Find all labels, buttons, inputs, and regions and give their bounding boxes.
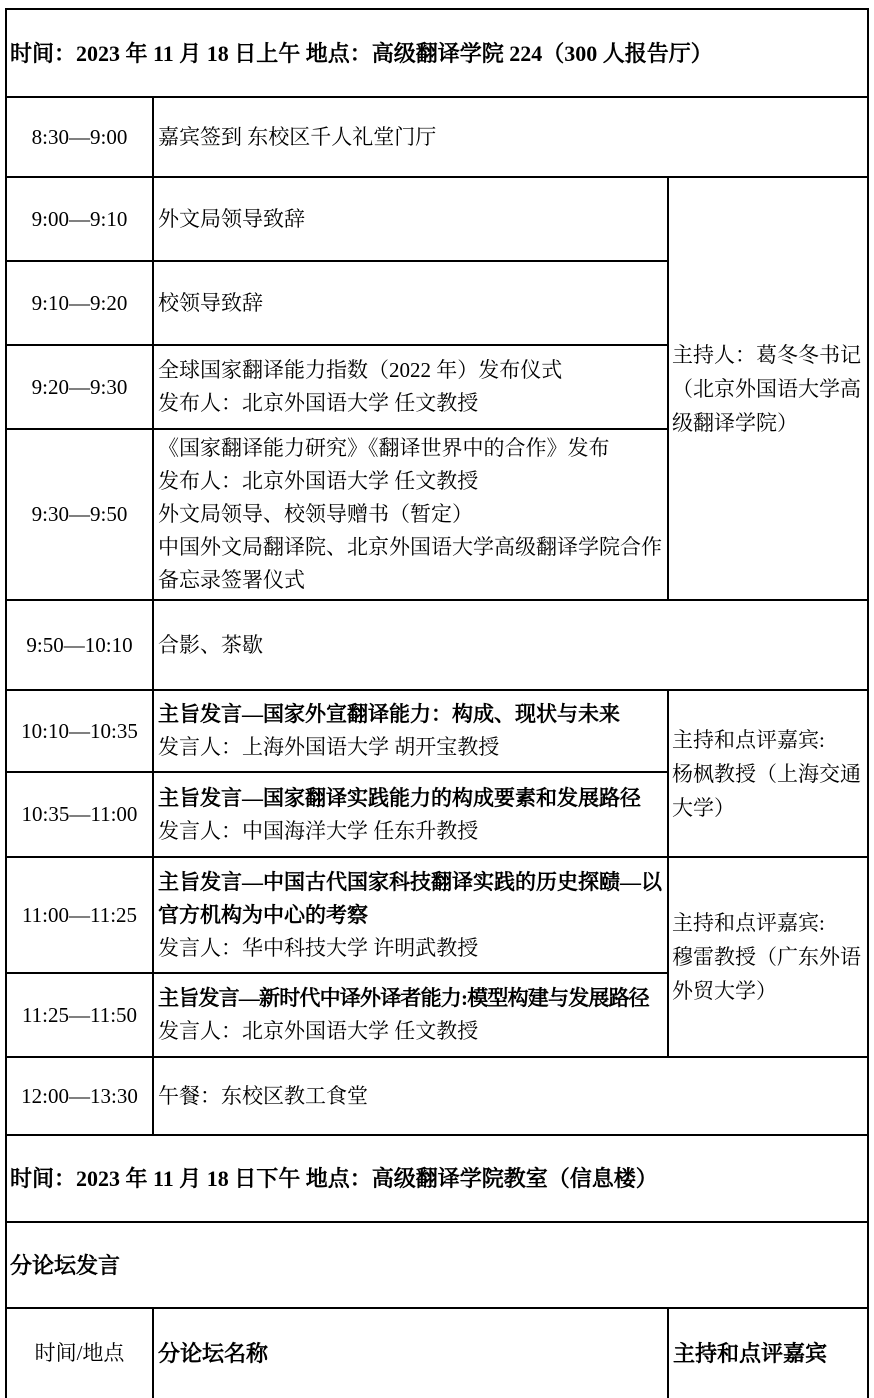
activity-cell xyxy=(153,429,668,600)
conference-schedule-table xyxy=(5,8,869,1398)
am-section-header: 时间：2023 年 11 月 18 日上午 地点：高级翻译学院 224（300 人报告厅） xyxy=(6,9,868,97)
activity-cell xyxy=(153,690,668,772)
forum-heading: 分论坛发言 xyxy=(6,1222,868,1308)
keynote-title: 主旨发言—中国古代国家科技翻译实践的历史探赜—以官方机构为中心的考察 xyxy=(158,869,662,927)
activity-cell xyxy=(153,345,668,429)
time-cell: 9:20—9:30 xyxy=(6,345,153,429)
activity-line: 《国家翻译能力研究》《翻译世界中的合作》发布 xyxy=(158,436,610,460)
keynote-speaker: 发言人：华中科技大学 许明武教授 xyxy=(158,935,479,960)
activity-line: 发布人：北京外国语大学 任文教授 xyxy=(158,391,479,415)
activity-line: 全球国家翻译能力指数（2022 年）发布仪式 xyxy=(158,358,563,382)
activity-cell xyxy=(153,857,668,973)
activity-cell: 外文局领导致辞 xyxy=(153,177,668,261)
host-cell-keynote-b xyxy=(668,857,868,1057)
time-cell: 12:00—13:30 xyxy=(6,1057,153,1135)
time-cell: 9:10—9:20 xyxy=(6,261,153,345)
activity-line: 外文局领导、校领导赠书（暂定） xyxy=(158,502,473,526)
keynote-title: 主旨发言—国家翻译实践能力的构成要素和发展路径 xyxy=(158,785,641,810)
time-cell: 8:30—9:00 xyxy=(6,97,153,177)
host-cell-opening: 主持人：葛冬冬书记（北京外国语大学高级翻译学院） xyxy=(668,177,868,600)
time-cell: 11:25—11:50 xyxy=(6,973,153,1057)
forum-col-host: 主持和点评嘉宾 xyxy=(668,1308,868,1398)
activity-cell: 嘉宾签到 东校区千人礼堂门厅 xyxy=(153,97,868,177)
activity-cell: 合影、茶歇 xyxy=(153,600,868,690)
time-cell: 11:00—11:25 xyxy=(6,857,153,973)
keynote-speaker: 发言人：上海外国语大学 胡开宝教授 xyxy=(158,735,500,759)
host-label: 主持和点评嘉宾: xyxy=(672,911,825,935)
forum-col-name: 分论坛名称 xyxy=(153,1308,668,1398)
pm-section-header: 时间：2023 年 11 月 18 日下午 地点：高级翻译学院教室（信息楼） xyxy=(6,1135,868,1222)
forum-col-time: 时间/地点 xyxy=(6,1308,153,1398)
activity-cell: 校领导致辞 xyxy=(153,261,668,345)
time-cell: 9:50—10:10 xyxy=(6,600,153,690)
host-name: 杨枫教授（上海交通大学） xyxy=(672,761,861,820)
activity-line: 中国外文局翻译院、北京外国语大学高级翻译学院合作备忘录签署仪式 xyxy=(158,535,662,592)
time-cell: 10:10—10:35 xyxy=(6,690,153,772)
time-cell: 9:00—9:10 xyxy=(6,177,153,261)
activity-cell xyxy=(153,772,668,857)
activity-line: 发布人：北京外国语大学 任文教授 xyxy=(158,469,479,493)
host-name: 穆雷教授（广东外语外贸大学） xyxy=(672,945,861,1003)
keynote-title: 主旨发言—新时代中译外译者能力:模型构建与发展路径 xyxy=(158,986,649,1010)
keynote-speaker: 发言人：中国海洋大学 任东升教授 xyxy=(158,818,479,843)
keynote-title: 主旨发言—国家外宣翻译能力：构成、现状与未来 xyxy=(158,702,620,726)
activity-cell: 午餐：东校区教工食堂 xyxy=(153,1057,868,1135)
time-cell: 10:35—11:00 xyxy=(6,772,153,857)
activity-cell xyxy=(153,973,668,1057)
host-cell-keynote-a xyxy=(668,690,868,857)
time-cell: 9:30—9:50 xyxy=(6,429,153,600)
host-label: 主持和点评嘉宾: xyxy=(672,727,825,752)
keynote-speaker: 发言人：北京外国语大学 任文教授 xyxy=(158,1019,479,1043)
